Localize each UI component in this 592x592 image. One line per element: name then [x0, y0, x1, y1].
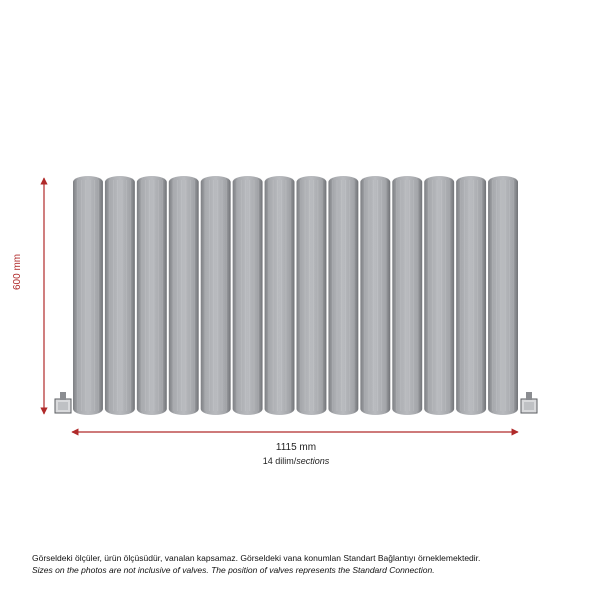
radiator-section: [488, 176, 518, 415]
width-dimension-label: 1115 mm: [275, 442, 317, 453]
radiator-section: [201, 176, 231, 415]
radiator-section: [137, 176, 167, 415]
radiator-section: [328, 176, 358, 415]
sections-prefix: 14 dilim/: [262, 456, 297, 466]
radiator-section: [392, 176, 422, 415]
left-valve-icon: [55, 392, 71, 413]
radiator-section: [169, 176, 199, 415]
radiator-section: [424, 176, 454, 415]
disclaimer-turkish: Görseldeki ölçüler, ürün ölçüsüdür, vanalan kapsamaz. Görseldeki vana konumlan Standart Bağlantıyı örneklemektedir.: [32, 553, 481, 563]
radiator-section: [297, 176, 327, 415]
right-valve-icon: [521, 392, 537, 413]
sections-count-label: [0, 456, 592, 466]
radiator-section: [105, 176, 135, 415]
radiator-columns: [73, 176, 518, 415]
height-dimension-label: 600 mm: [12, 253, 23, 290]
radiator-section: [456, 176, 486, 415]
disclaimer-note: [32, 552, 480, 576]
sections-suffix: sections: [296, 456, 330, 466]
radiator-section: [265, 176, 295, 415]
radiator-section: [233, 176, 263, 415]
disclaimer-english: Sizes on the photos are not inclusive of valves. The position of valves represents the Standard Connection.: [32, 565, 435, 575]
radiator-section: [360, 176, 390, 415]
radiator-section: [73, 176, 103, 415]
